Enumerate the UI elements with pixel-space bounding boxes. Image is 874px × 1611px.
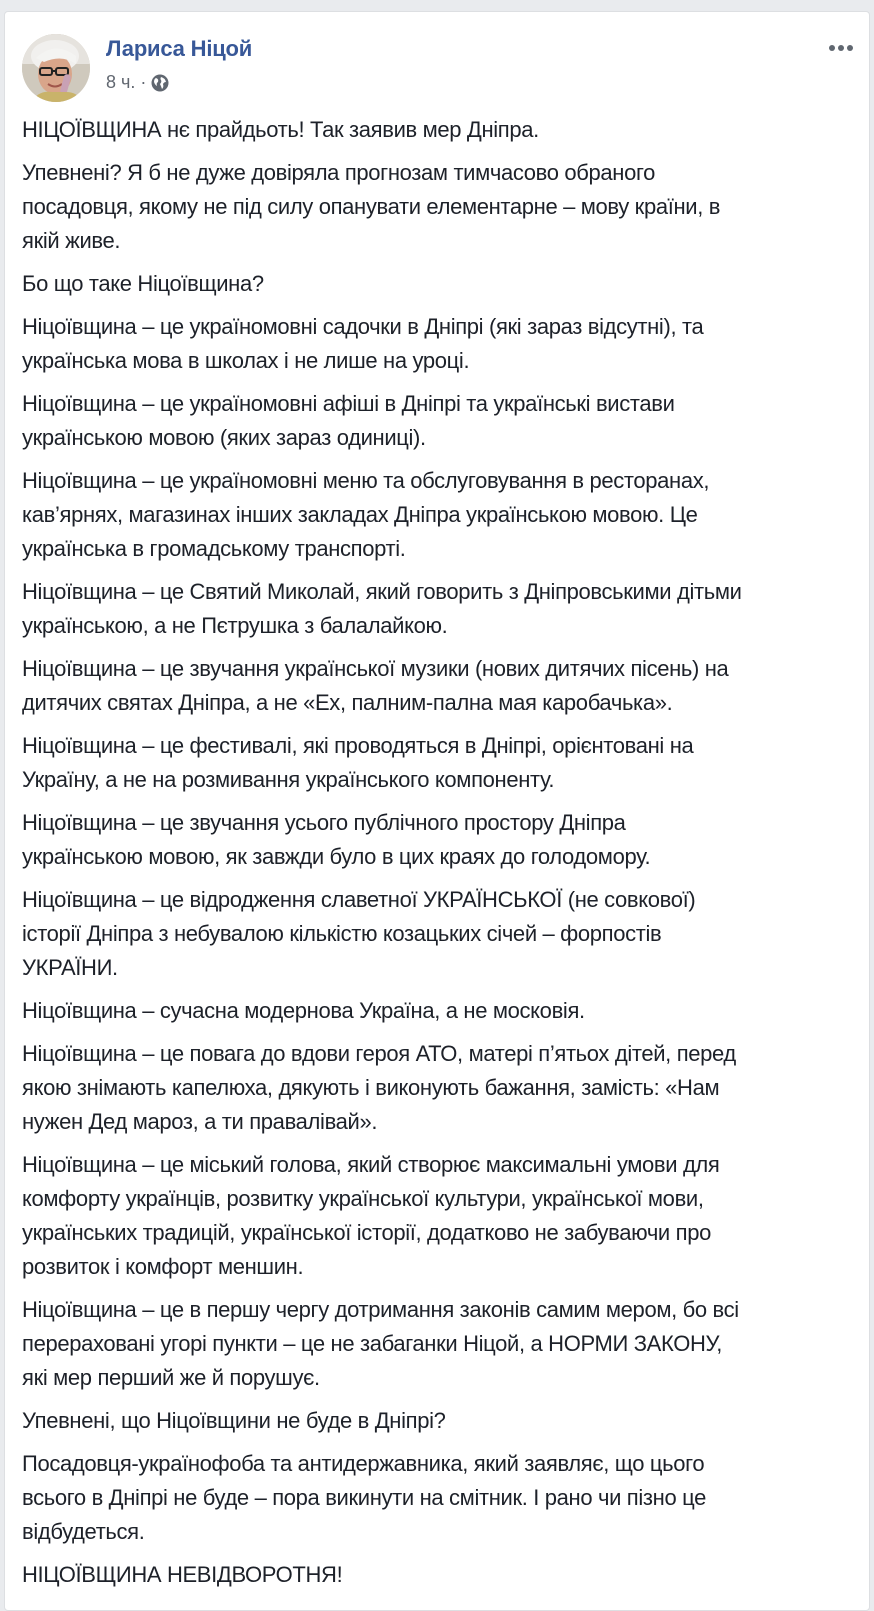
post-text [22, 113, 862, 1601]
post-paragraph [22, 1447, 862, 1549]
avatar-photo-icon [22, 34, 90, 102]
post-text-line: які мер перший же й порушує. [22, 1365, 320, 1390]
post-text-line: комфорту українців, розвитку української культури, української мови, [22, 1186, 704, 1211]
post-text-line: українською, а не Пєтрушка з балалайкою. [22, 613, 448, 638]
post-timestamp[interactable]: 8 ч. [106, 72, 136, 92]
post-text-line: дитячих святах Дніпра, а не «Ех, палним-пална мая каробачька». [22, 690, 673, 715]
post-paragraph [22, 387, 862, 455]
post-paragraph [22, 575, 862, 643]
post-paragraph [22, 464, 862, 566]
post-meta [106, 72, 169, 93]
post-text-line: українських традицій, української історії, додатково не забуваючи про [22, 1220, 711, 1245]
post-paragraph [22, 156, 862, 258]
post-header [5, 12, 869, 112]
post-paragraph [22, 1293, 862, 1395]
more-dot-icon [847, 45, 853, 51]
post-text-line: Ніцоївщина – це фестивалі, які проводяться в Дніпрі, орієнтовані на [22, 733, 694, 758]
post-paragraph [22, 883, 862, 985]
post-text-line: українською мовою (яких зараз одиниці). [22, 425, 426, 450]
post-text-line: Упевнені, що Ніцоївщини не буде в Дніпрі? [22, 1408, 446, 1433]
post-text-line: перераховані угорі пункти – це не забаганки Ніцой, а НОРМИ ЗАКОНУ, [22, 1331, 722, 1356]
post-text-line: Ніцоївщина – це відродження славетної УКРАЇНСЬКОЇ (не совкової) [22, 887, 696, 912]
post-paragraph [22, 1037, 862, 1139]
post-text-line: українською мовою, як завжди було в цих краях до голодомору. [22, 844, 651, 869]
post-paragraph [22, 652, 862, 720]
post-text-line: відбудеться. [22, 1519, 145, 1544]
post-paragraph [22, 1558, 862, 1592]
post-text-line: Ніцоївщина – це повага до вдови героя АТО, матері п’ятьох дітей, перед [22, 1041, 736, 1066]
post-paragraph [22, 729, 862, 797]
post-paragraph [22, 806, 862, 874]
post-text-line: кав’ярнях, магазинах інших закладах Дніпра українською мовою. Це [22, 502, 698, 527]
post-text-line: якою знімають капелюха, дякують і виконують бажання, замість: «Нам [22, 1075, 720, 1100]
post-text-line: Упевнені? Я б не дуже довіряла прогнозам тимчасово обраного [22, 160, 656, 185]
post-text-line: Ніцоївщина – це Святий Миколай, який говорить з Дніпровськими дітьми [22, 579, 742, 604]
post-text-line: посадовця, якому не під силу опанувати елементарне – мову країни, в [22, 194, 721, 219]
globe-icon[interactable] [151, 74, 169, 92]
post-text-line: нужен Дед мароз, а ти правалівай». [22, 1109, 378, 1134]
post-text-line: Бо що таке Ніцоївщина? [22, 271, 264, 296]
post-text-line: історії Дніпра з небувалою кількістю козацьких січей – форпостів [22, 921, 662, 946]
author-name-link[interactable]: Лариса Ніцой [106, 36, 253, 61]
post-text-line: НІЦОЇВЩИНА НЕВІДВОРОТНЯ! [22, 1562, 343, 1587]
post-paragraph [22, 267, 862, 301]
meta-separator: · [140, 72, 147, 92]
author-avatar[interactable] [22, 34, 90, 102]
post-text-line: Україну, а не на розмивання українського компоненту. [22, 767, 555, 792]
post-paragraph [22, 310, 862, 378]
post-paragraph [22, 1404, 862, 1438]
post-text-line: розвиток і комфорт меншин. [22, 1254, 304, 1279]
post-text-line: Посадовця-українофоба та антидержавника, який заявляє, що цього [22, 1451, 705, 1476]
post-paragraph [22, 1148, 862, 1284]
more-dot-icon [829, 45, 835, 51]
more-dot-icon [838, 45, 844, 51]
post-text-line: якій живе. [22, 228, 121, 253]
post-paragraph [22, 994, 862, 1028]
post-text-line: всього в Дніпрі не буде – пора викинути на смітник. І рано чи пізно це [22, 1485, 706, 1510]
post-text-line: українська мова в школах і не лише на уроці. [22, 348, 470, 373]
post-text-line: Ніцоївщина – це україномовні меню та обслуговування в ресторанах, [22, 468, 710, 493]
post-text-line: Ніцоївщина – це звучання української музики (нових дитячих пісень) на [22, 656, 729, 681]
post-text-line: Ніцоївщина – сучасна модернова Україна, а не московія. [22, 998, 585, 1023]
post-card [4, 11, 870, 1611]
post-paragraph [22, 113, 862, 147]
post-text-line: Ніцоївщина – це україномовні афіші в Дніпрі та українські вистави [22, 391, 675, 416]
post-text-line: УКРАЇНИ. [22, 955, 118, 980]
post-text-line: Ніцоївщина – це в першу чергу дотримання законів самим мером, бо всі [22, 1297, 739, 1322]
post-text-line: НІЦОЇВЩИНА нє прайдьоть! Так заявив мер Дніпра. [22, 117, 539, 142]
post-text-line: українська в громадському транспорті. [22, 536, 406, 561]
post-text-line: Ніцоївщина – це звучання усього публічного простору Дніпра [22, 810, 626, 835]
more-options-button[interactable] [825, 38, 857, 58]
post-text-line: Ніцоївщина – це міський голова, який створює максимальні умови для [22, 1152, 720, 1177]
post-text-line: Ніцоївщина – це україномовні садочки в Дніпрі (які зараз відсутні), та [22, 314, 704, 339]
